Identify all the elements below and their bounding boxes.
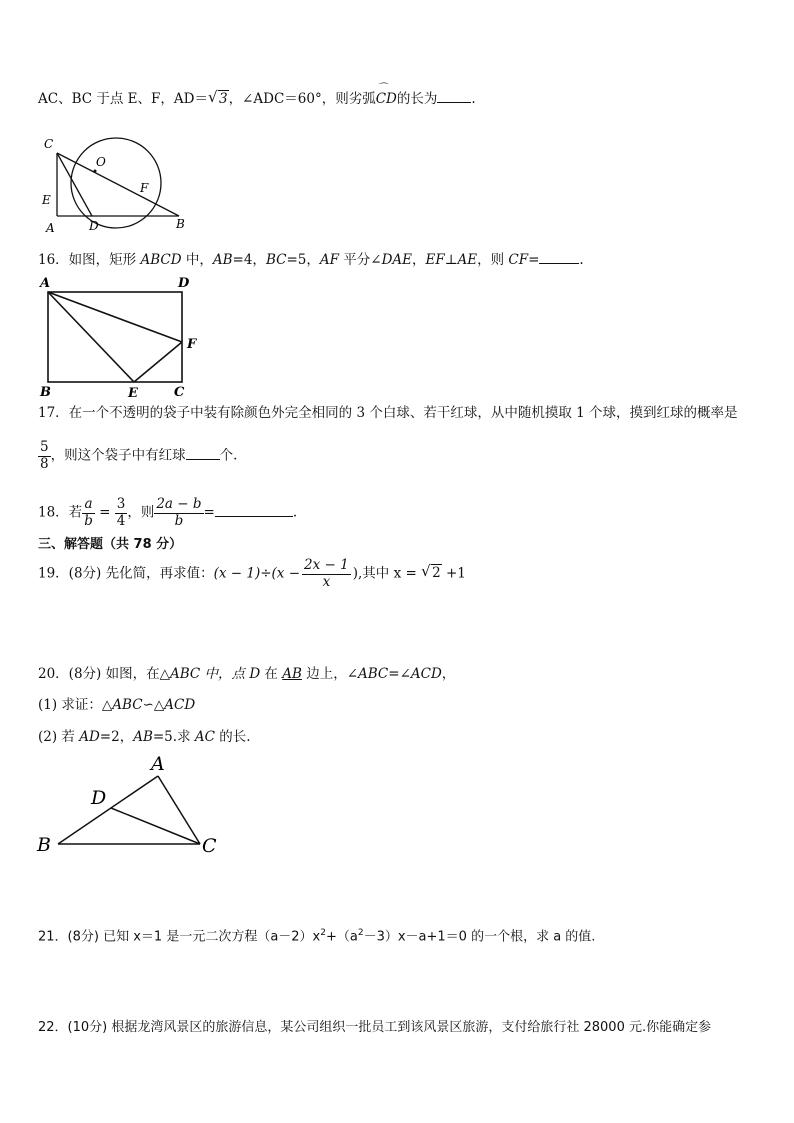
fraction-2a-b-over-b: $\frac{2a - b}{b}$ bbox=[156, 496, 202, 529]
segment-af bbox=[48, 292, 182, 342]
figure-16-rectangle-diagram bbox=[36, 274, 206, 398]
q15-end: . bbox=[471, 91, 476, 107]
label-f: F bbox=[140, 181, 149, 195]
fraction-3-4: $\frac{3}{4}$ bbox=[116, 496, 126, 529]
label-b: B bbox=[37, 834, 51, 856]
q22-line: 22．(10分) 根据龙湾风景区的旅游信息，某公司组织一批员工到该风景区旅游，支付给旅行社 28000 元.你能确定参 bbox=[38, 1020, 712, 1035]
q18-line: 18．若 $\frac{a}{b}$ = $\frac{3}{4}$ ，则 $\frac{2a - b}{b}$ = . bbox=[38, 496, 298, 529]
segment-ef bbox=[134, 342, 182, 382]
label-b: B bbox=[176, 217, 185, 231]
fraction-5-8: $\frac{5}{8}$ bbox=[40, 439, 49, 472]
center-o-dot bbox=[94, 170, 97, 173]
label-f: F bbox=[187, 337, 197, 352]
answer-blank[interactable] bbox=[186, 447, 220, 460]
answer-blank[interactable] bbox=[539, 251, 579, 264]
label-d: D bbox=[91, 787, 107, 809]
q19-line: 19．(8分) 先化简，再求值：(x − 1)÷(x − $\frac{2x - 1}{x}$ ),其中 x = √ 2 +1 bbox=[38, 557, 466, 590]
answer-blank[interactable] bbox=[215, 504, 293, 517]
q20-line1: 20．(8分) 如图，在△ABC 中，点 D 在 AB 边上，∠ABC=∠ACD， bbox=[38, 666, 456, 682]
label-c: C bbox=[174, 385, 185, 398]
rectangle-abcd bbox=[48, 292, 182, 382]
q15-text-a: AC、BC 于点 E、F，AD＝ bbox=[38, 91, 208, 107]
q16-line: 16．如图，矩形 ABCD 中，AB=4，BC=5，AF 平分∠DAE，EF⊥AE，则 CF= . bbox=[38, 252, 584, 268]
q20-part2: (2) 若 AD=2，AB=5.求 AC 的长. bbox=[38, 729, 251, 745]
arc-symbol: ⌒ bbox=[376, 83, 387, 94]
label-c: C bbox=[202, 835, 217, 857]
arc-cd: ⌒ CD bbox=[375, 83, 397, 107]
segment-ac bbox=[158, 776, 200, 844]
label-d: D bbox=[178, 276, 190, 291]
q15-text-b: ，∠ADC＝60°，则劣弧 bbox=[228, 91, 376, 107]
section-heading-solutions: 三、解答题（共 78 分） bbox=[38, 537, 183, 552]
label-e: E bbox=[128, 386, 138, 398]
label-a: A bbox=[40, 276, 51, 291]
sqrt-expression: √ 2 bbox=[421, 562, 441, 582]
label-a: A bbox=[46, 221, 55, 235]
q15-text-c: 的长为 bbox=[396, 91, 438, 107]
q21-line: 21．(8分) 已知 x＝1 是一元二次方程$(a-2)x^2+(a^2-3)x-a+1=0$ 的一个根，求 a 的值. bbox=[38, 928, 596, 945]
figure-20-triangle-diagram bbox=[34, 752, 224, 857]
label-d: D bbox=[89, 219, 99, 233]
label-o: O bbox=[96, 155, 106, 169]
label-b: B bbox=[40, 385, 51, 398]
label-c: C bbox=[44, 137, 54, 151]
answer-blank[interactable] bbox=[437, 90, 471, 103]
q17-line1: 17．在一个不透明的袋子中装有除颜色外完全相同的 3 个白球、若干红球，从中随机摸取 1 个球，摸到红球的概率是 bbox=[38, 405, 738, 421]
q20-part1: (1) 求证：△ABC∽△ACD bbox=[38, 697, 196, 713]
q17-line2: $\frac{5}{8}$ ，则这个袋子中有红球 个. bbox=[40, 439, 238, 472]
segment-dc bbox=[111, 808, 200, 844]
fraction-a-b: $\frac{a}{b}$ bbox=[84, 496, 93, 529]
segment-ba bbox=[58, 776, 158, 844]
fraction-2x-1-over-x: $\frac{2x - 1}{x}$ bbox=[304, 557, 349, 590]
segment-ae bbox=[48, 292, 134, 382]
q15-line bbox=[38, 83, 476, 107]
sqrt-expression: √ 3 bbox=[207, 88, 228, 107]
sqrt-value: 3 bbox=[218, 91, 228, 107]
figure-15-circle-diagram bbox=[34, 130, 194, 235]
label-e: E bbox=[42, 193, 51, 207]
label-a: A bbox=[151, 753, 165, 775]
